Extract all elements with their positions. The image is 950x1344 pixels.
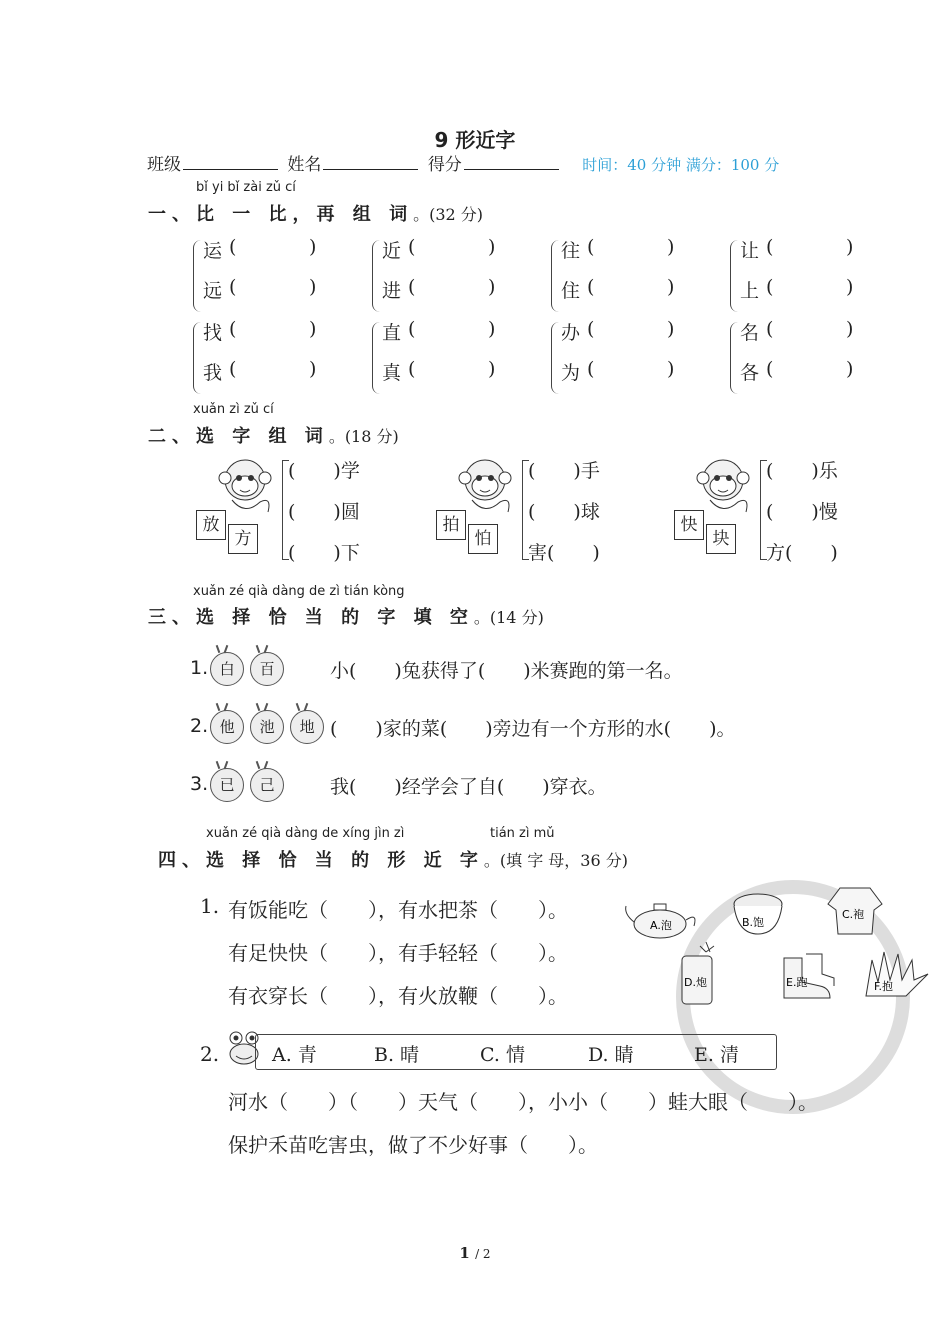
answer-paren-close: )	[846, 358, 854, 380]
monkey-icon	[694, 456, 752, 518]
brace	[372, 322, 381, 394]
char-pair	[193, 236, 353, 316]
section1-pinyin: bǐ yi bǐ zài zǔ cí	[196, 180, 296, 195]
word-group	[674, 456, 874, 566]
char-card: 怕	[468, 524, 498, 554]
answer-paren-open[interactable]: (	[408, 236, 416, 258]
pair-char: 我	[203, 362, 223, 384]
item-sentence[interactable]: 我( )经学会了自( )穿衣。	[330, 776, 607, 798]
char-pair	[193, 318, 353, 398]
page-number: 1 / 2	[459, 1244, 491, 1262]
answer-paren-close: )	[667, 318, 675, 340]
item-number: 3.	[190, 773, 209, 795]
q1-line-3: 有衣穿长（ ），有火放鞭（ ）。	[228, 984, 568, 1008]
pair-char: 找	[203, 322, 223, 344]
option-c: C. 情	[480, 1044, 525, 1066]
robe-icon	[826, 882, 884, 938]
pair-char: 为	[561, 362, 581, 384]
pair-char: 让	[740, 240, 760, 262]
char-card: 快	[674, 510, 704, 540]
item-number: 2.	[190, 715, 209, 737]
answer-paren-close: )	[667, 358, 675, 380]
fill-item	[190, 768, 607, 802]
shoes-icon	[776, 952, 838, 1004]
answer-paren-close: )	[667, 236, 675, 258]
answer-paren-open[interactable]: (	[766, 236, 774, 258]
word-blank[interactable]: ( )圆	[288, 501, 360, 523]
class-blank[interactable]	[183, 155, 278, 170]
item-number: 1.	[190, 657, 209, 679]
answer-paren-open[interactable]: (	[587, 276, 595, 298]
char-pair	[551, 236, 711, 316]
hand-picture	[862, 946, 932, 1002]
pair-char: 进	[382, 280, 402, 302]
char-pair	[730, 318, 890, 398]
char-pair	[372, 318, 532, 398]
pair-char: 近	[382, 240, 402, 262]
answer-paren-open[interactable]: (	[229, 276, 237, 298]
section2-heading: 二、选 字 组 词。(18 分)	[148, 426, 399, 447]
word-blank[interactable]: ( )学	[288, 460, 360, 482]
section2-pinyin: xuǎn zì zǔ cí	[193, 402, 274, 417]
brace	[193, 240, 202, 312]
teapot-icon	[622, 896, 700, 940]
q2-line-2: 保护禾苗吃害虫，做了不少好事（ ）。	[228, 1133, 598, 1157]
student-info-line	[147, 150, 779, 175]
word-blank[interactable]: ( )手	[528, 460, 600, 482]
class-label: 班级	[147, 155, 181, 175]
option-e: E. 清	[694, 1044, 739, 1066]
pair-char: 上	[740, 280, 760, 302]
char-pair	[372, 236, 532, 316]
word-group	[436, 456, 636, 566]
brace	[372, 240, 381, 312]
pair-char: 各	[740, 362, 760, 384]
answer-paren-open[interactable]: (	[766, 276, 774, 298]
answer-paren-close: )	[488, 318, 496, 340]
q2-options-box	[255, 1034, 777, 1070]
answer-paren-close: )	[309, 236, 317, 258]
section4-pinyin-note: tián zì mǔ	[490, 826, 555, 841]
section1-heading: 一、比 一 比，再 组 词。(32 分)	[148, 204, 484, 225]
pair-char: 往	[561, 240, 581, 262]
monkey-icon	[216, 456, 274, 518]
answer-paren-close: )	[846, 318, 854, 340]
answer-paren-close: )	[309, 358, 317, 380]
option-a: A. 青	[272, 1044, 317, 1066]
char-pair	[551, 318, 711, 398]
picture-label: D.炮	[684, 976, 707, 989]
brace	[193, 322, 202, 394]
score-blank[interactable]	[464, 155, 559, 170]
pair-char: 办	[561, 322, 581, 344]
answer-paren-open[interactable]: (	[229, 236, 237, 258]
answer-paren-close: )	[309, 318, 317, 340]
answer-paren-close: )	[309, 276, 317, 298]
snail-char-icon: 他	[210, 710, 244, 744]
char-card: 放	[196, 510, 226, 540]
brace	[730, 322, 739, 394]
pair-char: 名	[740, 322, 760, 344]
word-group	[196, 456, 396, 566]
pair-char: 真	[382, 362, 402, 384]
firecracker-picture	[676, 940, 720, 1006]
teapot-picture	[622, 896, 700, 940]
item-sentence[interactable]: 小( )兔获得了( )米赛跑的第一名。	[330, 660, 683, 682]
word-blank[interactable]: ( )球	[528, 501, 600, 523]
answer-paren-open[interactable]: (	[587, 358, 595, 380]
shoes-picture	[776, 952, 838, 1004]
picture-label: A.泡	[650, 919, 672, 932]
option-b: B. 晴	[374, 1044, 420, 1066]
picture-label: F.抱	[874, 980, 894, 993]
char-card: 方	[228, 524, 258, 554]
pair-char: 住	[561, 280, 581, 302]
snail-char-icon: 池	[250, 710, 284, 744]
firecracker-icon	[676, 940, 720, 1006]
section3-heading: 三、选 择 恰 当 的 字 填 空。(14 分)	[148, 607, 544, 628]
word-blank[interactable]: 方( )	[766, 542, 838, 564]
section3-pinyin: xuǎn zé qià dàng de zì tián kòng	[193, 584, 405, 599]
picture-label: B.饱	[742, 916, 765, 929]
answer-paren-open[interactable]: (	[229, 358, 237, 380]
q2-number: 2.	[200, 1042, 220, 1066]
char-card: 拍	[436, 510, 466, 540]
snail-char-icon: 已	[210, 768, 244, 802]
fill-item	[190, 710, 736, 744]
answer-paren-open[interactable]: (	[766, 358, 774, 380]
answer-paren-close: )	[846, 276, 854, 298]
time-info: 时间：40 分钟 满分：100 分	[582, 156, 780, 174]
answer-paren-open[interactable]: (	[408, 318, 416, 340]
answer-paren-open[interactable]: (	[587, 236, 595, 258]
section4-pinyin: xuǎn zé qià dàng de xíng jìn zì	[206, 826, 405, 841]
picture-label: E.跑	[786, 976, 808, 989]
q1-number: 1.	[200, 894, 220, 918]
answer-paren-open[interactable]: (	[408, 358, 416, 380]
pair-char: 远	[203, 280, 223, 302]
score-label: 得分	[427, 155, 462, 175]
fill-item	[190, 652, 683, 686]
answer-paren-close: )	[846, 236, 854, 258]
monkey-icon	[456, 456, 514, 518]
option-d: D. 睛	[588, 1044, 634, 1066]
word-blank[interactable]: ( )乐	[766, 460, 838, 482]
brace	[551, 240, 560, 312]
snail-char-icon: 己	[250, 768, 284, 802]
word-blank[interactable]: 害( )	[528, 542, 600, 564]
answer-paren-close: )	[488, 358, 496, 380]
q1-line-1: 有饭能吃（ ），有水把茶（ ）。	[228, 898, 568, 922]
robe-picture	[826, 882, 884, 938]
item-sentence[interactable]: ( )家的菜( )旁边有一个方形的水( )。	[330, 718, 736, 740]
snail-char-icon: 百	[250, 652, 284, 686]
q2-line-1: 河水（ ）（ ）天气（ ），小小（ ）蛙大眼（ ）。	[228, 1090, 818, 1114]
hand-icon	[862, 946, 932, 1002]
brace	[730, 240, 739, 312]
brace	[551, 322, 560, 394]
section4-heading: 四、选 择 恰 当 的 形 近 字。(填 字 母，36 分)	[158, 850, 628, 871]
pair-char: 直	[382, 322, 402, 344]
bowl-picture	[730, 890, 786, 940]
char-card: 块	[706, 524, 736, 554]
word-blank[interactable]: ( )慢	[766, 501, 838, 523]
answer-paren-open[interactable]: (	[587, 318, 595, 340]
answer-paren-close: )	[488, 276, 496, 298]
q1-line-2: 有足快快（ ），有手轻轻（ ）。	[228, 941, 568, 965]
answer-paren-close: )	[488, 236, 496, 258]
word-blank[interactable]: ( )下	[288, 542, 360, 564]
name-label: 姓名	[287, 155, 322, 175]
answer-paren-open[interactable]: (	[408, 276, 416, 298]
char-pair	[730, 236, 890, 316]
rice-bowl-icon	[730, 890, 786, 940]
page-title: 9 形近字	[434, 128, 516, 152]
name-blank[interactable]	[323, 155, 418, 170]
pair-char: 运	[203, 240, 223, 262]
snail-char-icon: 地	[290, 710, 324, 744]
answer-paren-open[interactable]: (	[229, 318, 237, 340]
snail-char-icon: 白	[210, 652, 244, 686]
picture-label: C.袍	[842, 908, 865, 921]
answer-paren-close: )	[667, 276, 675, 298]
answer-paren-open[interactable]: (	[766, 318, 774, 340]
